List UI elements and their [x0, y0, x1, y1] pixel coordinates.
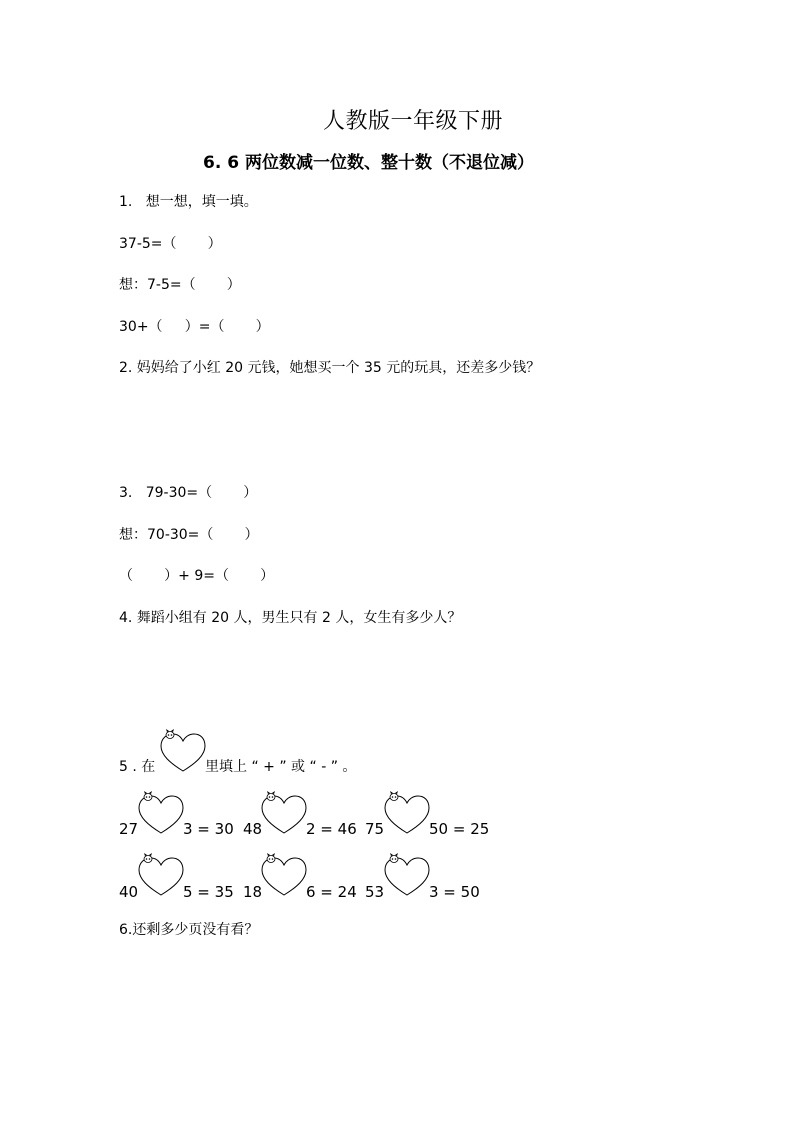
q3-line2: 想：70-30=（ ）	[119, 527, 259, 543]
q5-r2-e1-right: 5 = 35	[183, 883, 234, 901]
q5-prompt-prefix: 5 . 在	[119, 759, 156, 775]
q6-prompt: 6.还剩多少页没有看？	[119, 922, 259, 938]
q5-r1-e3-right: 50 = 25	[429, 820, 490, 838]
q5-r2-e3-right: 3 = 50	[429, 883, 480, 901]
q5-r2-e2-right: 6 = 24	[306, 883, 357, 901]
heart-icon	[160, 733, 206, 773]
page-title: 人教版一年级下册	[322, 109, 503, 134]
q1-line3: 30+（ ）=（ ）	[119, 319, 270, 335]
q2-prompt: 2. 妈妈给了小红 20 元钱，她想买一个 35 元的玩具，还差多少钱？	[119, 360, 541, 376]
q1-prompt: 1. 想一想，填一填。	[119, 194, 258, 210]
q1-line2: 想：7-5=（ ）	[119, 277, 241, 293]
q5-prompt-suffix: 里填上 “ + ” 或 “ - ” 。	[205, 759, 357, 775]
q4-prompt: 4. 舞蹈小组有 20 人，男生只有 2 人，女生有多少人？	[119, 610, 462, 626]
q3-line3: （ ）+ 9=（ ）	[119, 568, 275, 584]
q1-line1: 37-5=（ ）	[119, 236, 222, 252]
q5-r2-e1-left: 40	[119, 883, 139, 901]
q3-prompt: 3. 79-30=（ ）	[119, 485, 258, 501]
q5-r2-e3-left: 53	[365, 883, 385, 901]
q5-r1-e1-left: 27	[119, 820, 139, 838]
q5-r1-e3-left: 75	[365, 820, 385, 838]
heart-icon[interactable]	[138, 857, 184, 897]
heart-icon[interactable]	[384, 857, 430, 897]
q5-r1-e2-right: 2 = 46	[306, 820, 357, 838]
heart-icon[interactable]	[384, 795, 430, 835]
page-subtitle: 6. 6 两位数减一位数、整十数（不退位减）	[203, 153, 534, 173]
q5-r1-e2-left: 48	[243, 820, 263, 838]
heart-icon[interactable]	[138, 795, 184, 835]
q5-r2-e2-left: 18	[243, 883, 263, 901]
heart-icon[interactable]	[261, 795, 307, 835]
heart-icon[interactable]	[261, 857, 307, 897]
q5-r1-e1-right: 3 = 30	[183, 820, 234, 838]
